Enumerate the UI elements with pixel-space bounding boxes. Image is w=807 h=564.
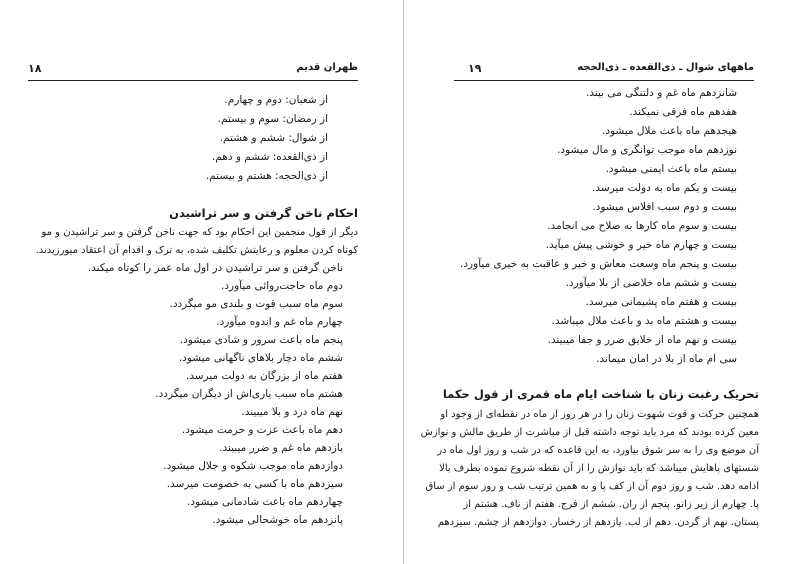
right-paragraph-line: ادامه دهد. شب و روز دوم آن از کف پا و به همین ترتیب شب و روز سوم از ساق <box>425 481 759 492</box>
right-header-rule <box>454 80 754 81</box>
left-running-title: طهران قدیم <box>296 62 358 73</box>
right-list-line: هفدهم ماه فرقی نمیکند. <box>629 106 737 118</box>
right-list-line: بیست و هشتم ماه بد و باعث ملال میباشد. <box>551 315 737 327</box>
right-list-line: بیست و چهارم ماه خیر و خوشی پیش میآید. <box>545 239 737 251</box>
left-section-line: نهم ماه درد و بلا میبیند. <box>241 406 343 418</box>
right-paragraph-line: پا. چهارم از زیر زانو. پنجم از ران. ششم از فرج. هفتم از ناف. هشتم از <box>463 499 759 510</box>
right-paragraph-line: پستان. نهم از گردن. دهم از لب. یازدهم از رخسار. دوازدهم از چشم. سیزدهم <box>437 517 759 528</box>
left-section-line: پنجم ماه باعث سرور و شادی میشود. <box>179 334 343 346</box>
left-section-line: پانزدهم ماه خوشحالی میشود. <box>212 514 343 526</box>
right-list-line: سی ام ماه از بلا در امان میماند. <box>596 353 737 365</box>
left-list-line: از ذی‌القعده: ششم و دهم. <box>211 151 328 163</box>
left-section-line: هشتم ماه سبب یاری‌اش از دیگران میگردد. <box>155 388 343 400</box>
left-section-line: چهاردهم ماه باعث شادمانی میشود. <box>187 496 343 508</box>
left-section-intro-line: دیگر از قول منجمین این احکام بود که جهت ناخن گرفتن و سر تراشیدن و مو <box>41 227 358 238</box>
right-list-line: بیستم ماه باعث ایمنی میشود. <box>605 163 737 175</box>
right-list-line: هیجدهم ماه باعث ملال میشود. <box>601 125 737 137</box>
left-section-line: سیزدهم ماه با کسی به خصومت میرسد. <box>166 478 343 490</box>
left-section-intro-line: کوتاه کردن معلوم و رعایتش تکلیف شده، به ترک و اقدام آن اعتقاد میورزیدند. <box>35 245 358 256</box>
left-section-line: یازدهم ماه غم و ضرر میبیند. <box>219 442 343 454</box>
right-list-line: بیست و دوم سبب افلاس میشود. <box>592 201 737 213</box>
left-section-line: چهارم ماه غم و اندوه میآورد. <box>216 316 343 328</box>
right-paragraph-line: همچنین حرکت و قوت شهوت زنان را در هر روز از ماه در نقطه‌ای از وجود او <box>440 409 759 420</box>
left-header-rule <box>28 80 358 81</box>
right-section-heading: تحریک رغبت زنان با شناخت ایام ماه قمری از قول حکما <box>442 387 759 401</box>
left-section-line: ناخن گرفتن و سر تراشیدن در اول ماه عمر را کوتاه میکند. <box>87 262 343 274</box>
right-running-title: ماههای شوال ـ ذی‌القعده ـ ذی‌الحجه <box>577 62 754 73</box>
right-page-number: ۱۹ <box>468 62 482 75</box>
right-list-line: نوزدهم ماه موجب توانگری و مال میشود. <box>557 144 737 156</box>
left-section-heading: احکام ناخن گرفتن و سر تراشیدن <box>169 206 358 220</box>
right-page-header <box>454 62 754 78</box>
left-page-number: ۱۸ <box>28 62 42 75</box>
left-section-line: هفتم ماه از بزرگان به دولت میرسد. <box>185 370 343 382</box>
left-list-line: از ذی‌الحجه: هشتم و بیستم. <box>205 170 328 182</box>
right-list-line: شانزدهم ماه غم و دلتنگی می بیند. <box>585 87 737 99</box>
left-section-line: دوازدهم ماه موجب شکوه و جلال میشود. <box>163 460 343 472</box>
left-section-line: دهم ماه باعث عزت و حرمت میشود. <box>181 424 343 436</box>
left-page-header <box>28 62 358 78</box>
left-page <box>0 0 403 564</box>
left-section-line: دوم ماه حاجت‌روائی میآورد. <box>221 280 343 292</box>
right-list-line: بیست و سوم ماه کارها به صلاح می انجامد. <box>547 220 737 232</box>
right-list-line: بیست و پنجم ماه وسعت معاش و خیر و عاقبت به خیری میآورد. <box>460 258 737 270</box>
right-page <box>404 0 807 564</box>
right-list-line: بیست و ششم ماه خلاصی از بلا میآورد. <box>565 277 737 289</box>
right-paragraph-line: شستهای پاهایش میباشد که باید نوازش را از آن نقطه شروع نموده بطرف بالا <box>439 463 759 474</box>
right-paragraph-line: معین کرده بودند که مرد باید توجه داشته قبل از مباشرت از طریق مالش و نوازش <box>420 427 759 438</box>
right-list-line: بیست و یکم ماه به دولت میرسد. <box>592 182 737 194</box>
left-section-line: سوم ماه سبب قوت و بلندی مو میگردد. <box>169 298 343 310</box>
right-list-line: بیست و نهم ماه از خلایق ضرر و جفا میبیند. <box>547 334 737 346</box>
left-list-line: از شوال: ششم و هشتم. <box>219 132 328 144</box>
left-list-line: از شعبان: دوم و چهارم. <box>224 94 328 106</box>
left-list-line: از رمضان: سوم و بیستم. <box>217 113 328 125</box>
right-list-line: بیست و هفتم ماه پشیمانی میرسد. <box>585 296 737 308</box>
left-section-line: ششم ماه دچار بلاهای ناگهانی میشود. <box>178 352 343 364</box>
right-paragraph-line: آن موضع وی را به سر شوق بیاورد، به این قاعده که در شب و روز اول ماه در <box>437 445 759 456</box>
